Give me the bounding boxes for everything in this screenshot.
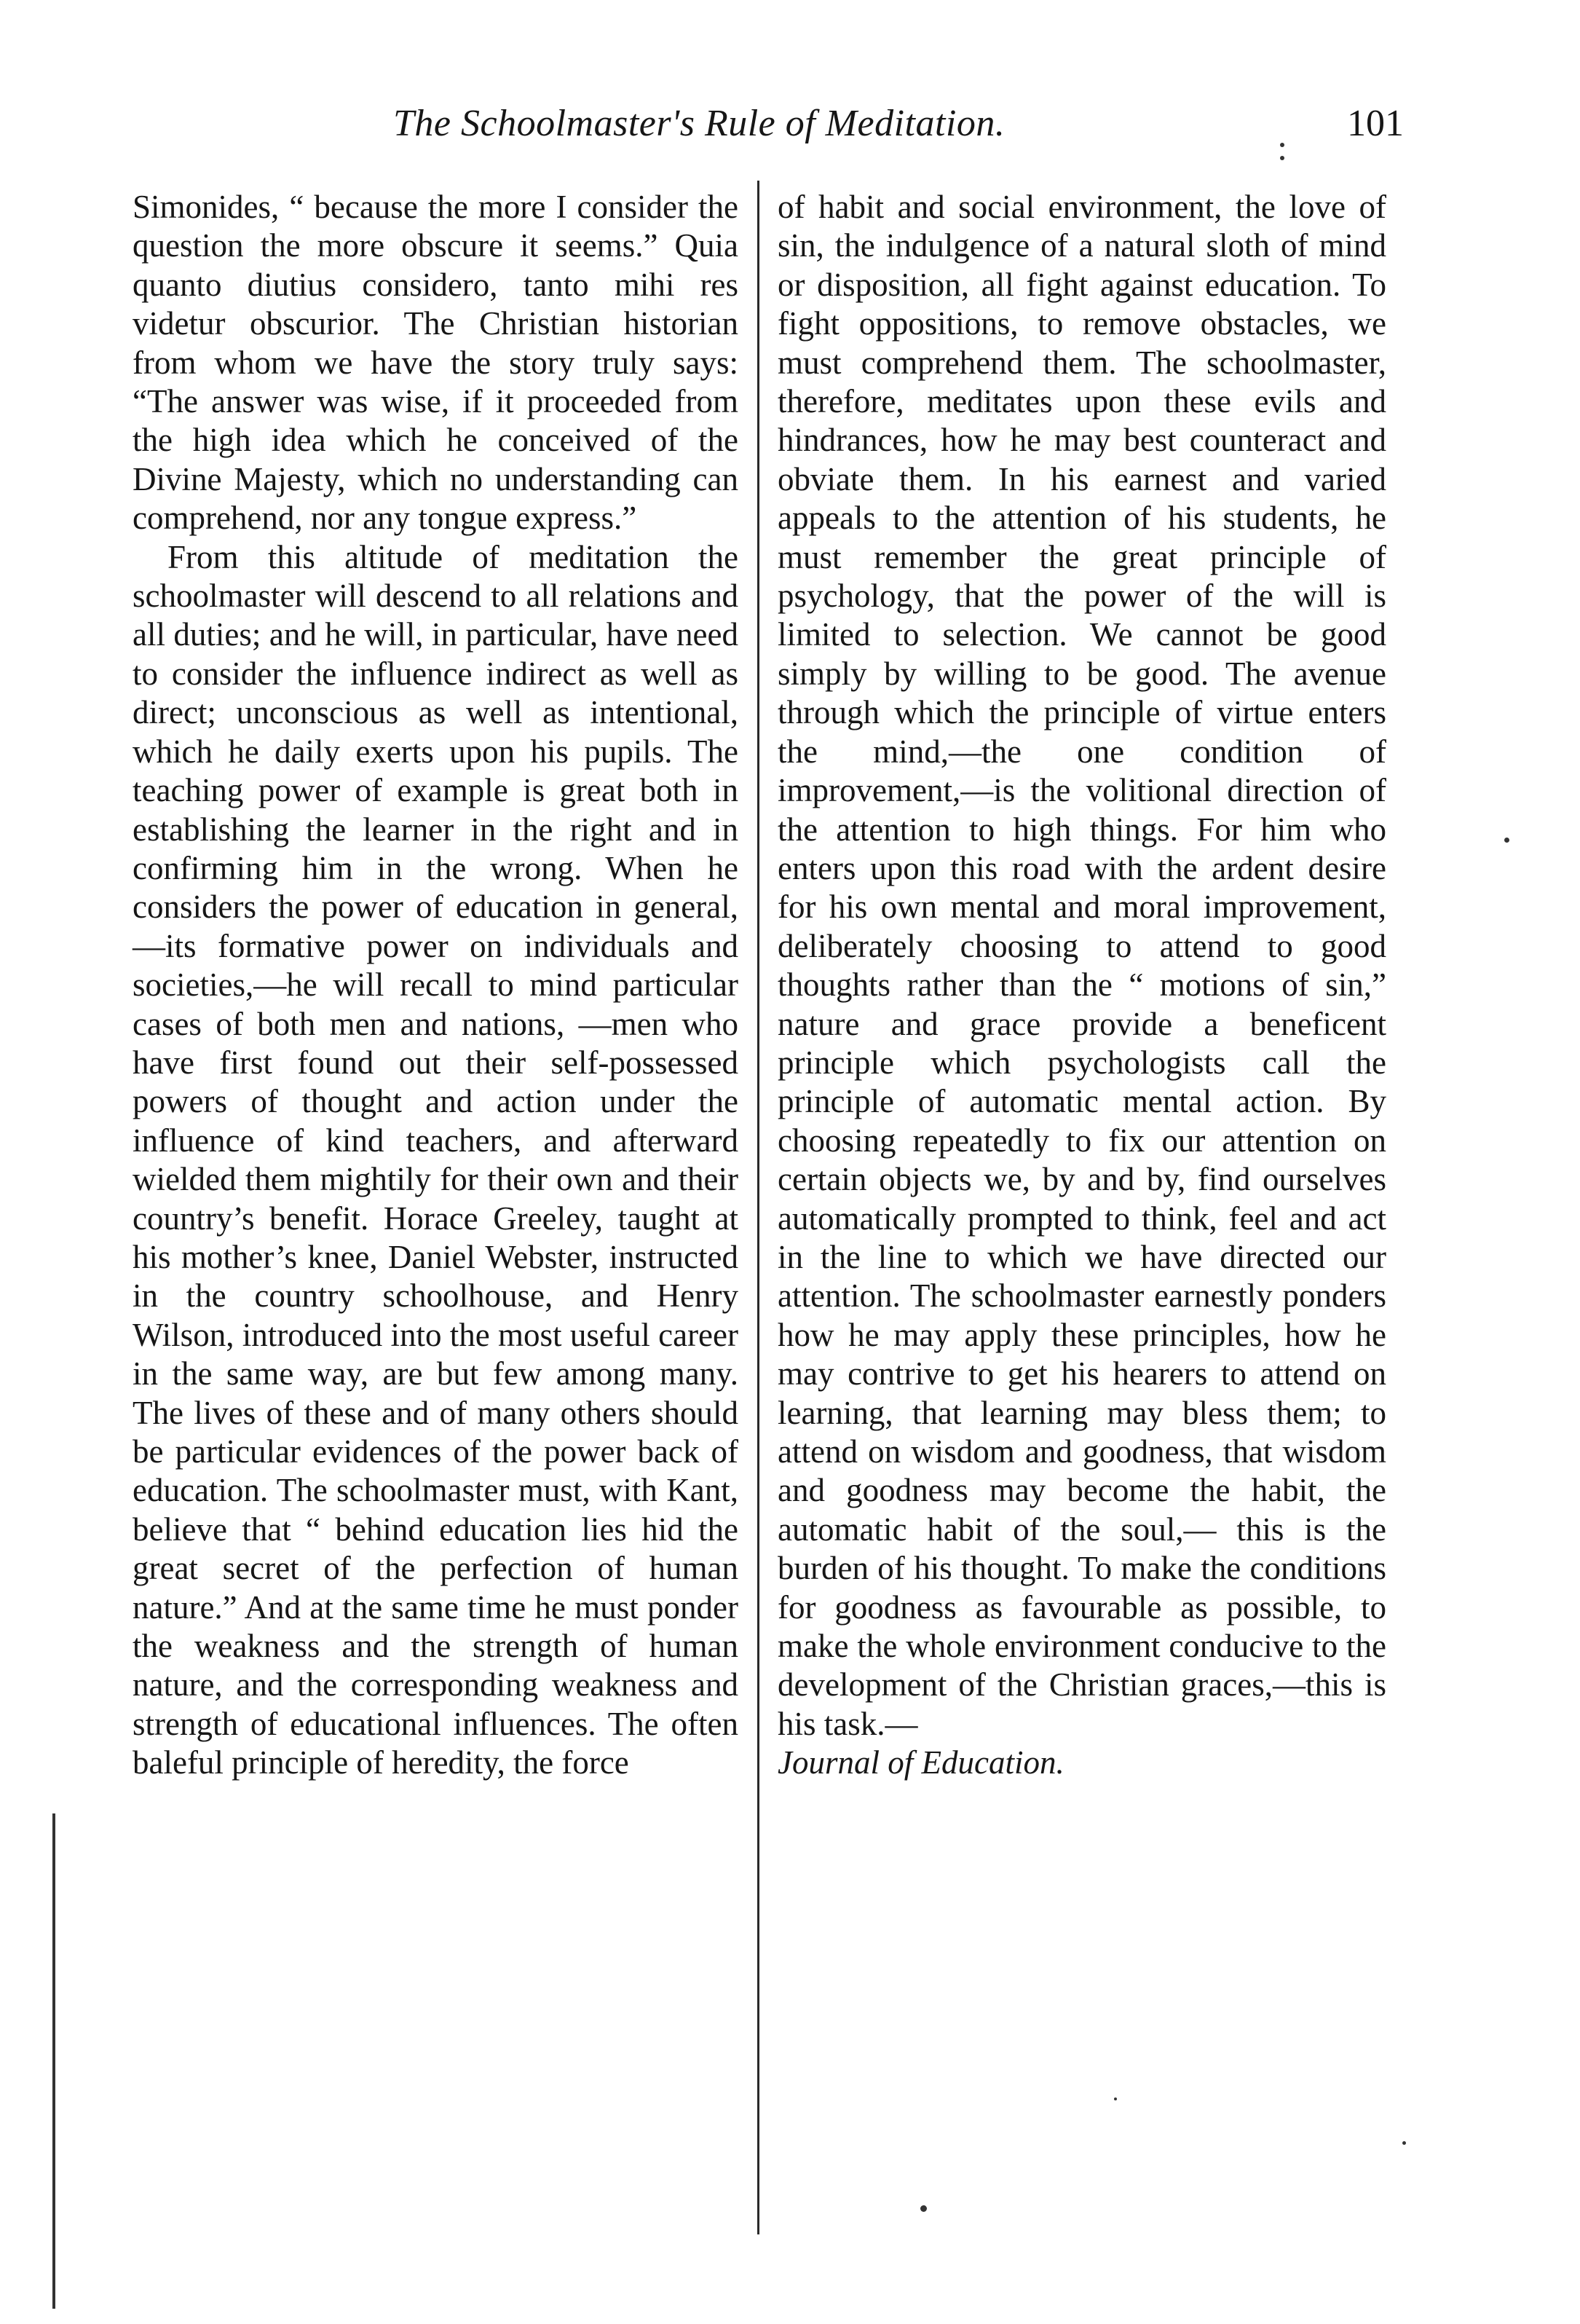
- source-citation: [778, 1744, 1386, 1782]
- left-paragraph-2: From this altitude of meditation the schoolmaster will descend to all relations and all duties; and he will, in particular, have need to consider the influence indirect as well as direct; unconscious as well as intentional, which he daily exerts upon his pupils. The teaching power of example is great both in establishing the learner in the right and in confirming him in the wrong. When he considers the power of education in general,—its formative power on individuals and societies,—he will recall to mind particular cases of both men and nations, —men who have first found out their self-possessed powers of thought and action under the influence of kind teachers, and afterward wielded them mightily for their own and their country’s benefit. Horace Greeley, taught at his mother’s knee, Daniel Webster, instructed in the country schoolhouse, and Henry Wilson, introduced into the most useful career in the same way, are but few among many. The lives of these and of many others should be particular evidences of the power back of education. The schoolmaster must, with Kant, believe that “ behind education lies hid the great secret of the perfection of human nature.” And at the same time he must ponder the weakness and the strength of human nature, and the corresponding weakness and strength of educational influences. The often baleful principle of heredity, the force: [133, 538, 738, 1781]
- scan-speck: [1114, 2097, 1117, 2100]
- right-column: [778, 188, 1386, 1783]
- source-title: Journal of Education.: [778, 1744, 1064, 1781]
- left-paragraph-1: Simonides, “ because the more I consider the question the more obscure it seems.” Quia quanto diutius considero, tanto mihi res videtur obscurior. The Christian historian from whom we have the story truly says: “The answer was wise, if it proceeded from the high idea which he conceived of the Divine Majesty, which no understanding can comprehend, nor any tongue express.”: [133, 189, 738, 537]
- scan-speck: [1504, 838, 1509, 843]
- running-title: The Schoolmaster's Rule of Meditation.: [393, 103, 1006, 144]
- right-paragraph-1: of habit and social environment, the love of sin, the indulgence of a natural sloth of mind or disposition, all fight against education. To fight oppositions, to remove obstacles, we must comprehend them. The schoolmaster, therefore, meditates upon these evils and hindrances, how he may best counteract and obviate them. In his earnest and varied appeals to the attention of his students, he must remember the great principle of psychology, that the power of the will is limited to selection. We cannot be good simply by willing to be good. The avenue through which the principle of virtue enters the mind,—the one condition of improvement,—is the volitional direction of the attention to high things. For him who enters upon this road with the ardent desire for his own mental and moral improvement, deliberately choosing to attend to good thoughts rather than the “ motions of sin,” nature and grace provide a beneficent principle which psychologists call the principle of automatic mental action. By choosing repeatedly to fix our attention on certain objects we, by and by, find ourselves automatically prompted to think, feel and act in the line to which we have directed our attention. The schoolmaster earnestly ponders how he may apply these principles, how he may contrive to get his hearers to attend on learning, that learning may bless them; to attend on wisdom and goodness, that wisdom and goodness may become the habit, the automatic habit of the soul,— this is the burden of his thought. To make the conditions for goodness as favourable as possible, to make the whole environment conducive to the development of the Christian graces,—this is his task.—: [778, 189, 1386, 1742]
- scan-speck: [1402, 2141, 1406, 2145]
- scan-speck: [1280, 156, 1284, 160]
- column-divider: [757, 181, 759, 2234]
- page-number: 101: [1347, 103, 1404, 144]
- scan-speck: [1280, 143, 1284, 147]
- scan-margin-line: [52, 1813, 55, 2309]
- left-column: [133, 188, 738, 1783]
- scan-speck: [920, 2205, 927, 2212]
